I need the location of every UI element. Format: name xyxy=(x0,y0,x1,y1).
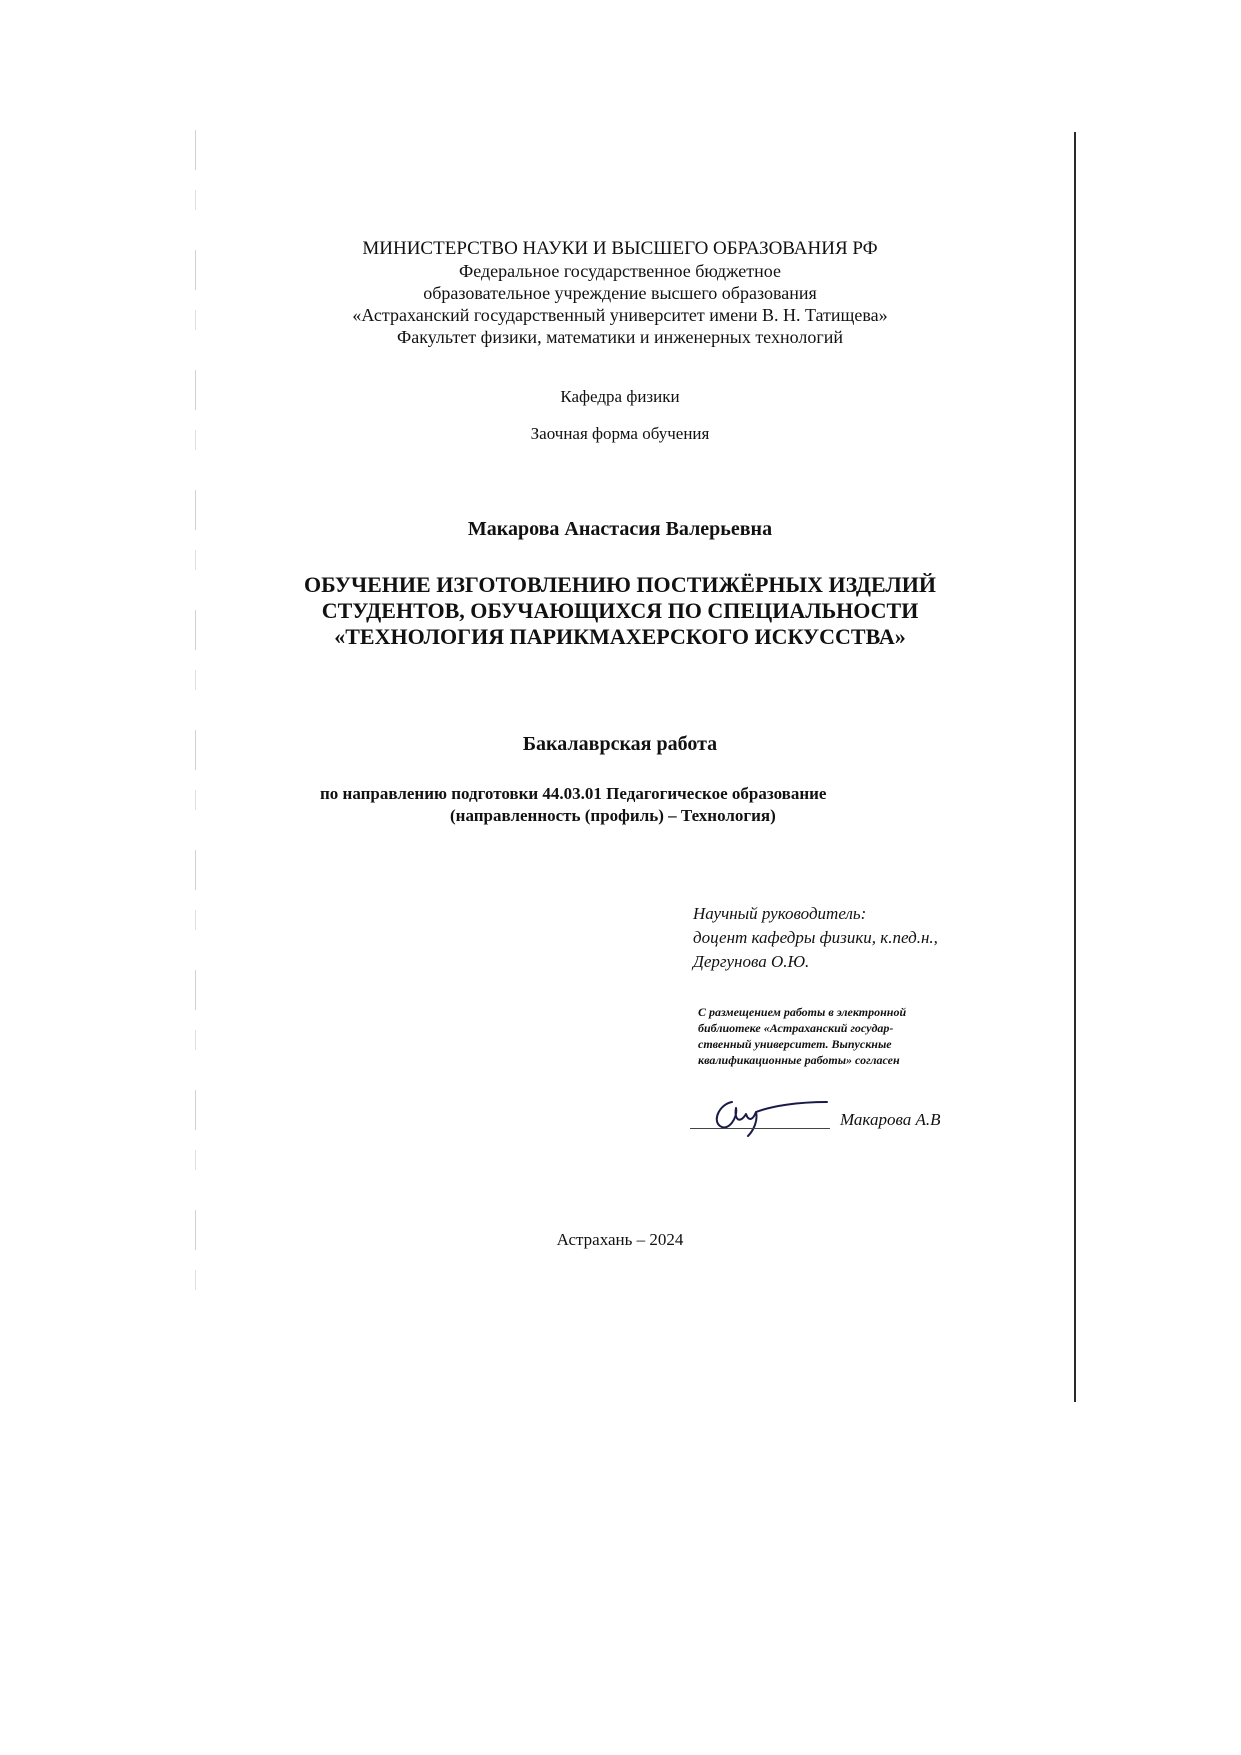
signature-name: Макарова А.В xyxy=(840,1110,941,1129)
thesis-title-line-1: ОБУЧЕНИЕ ИЗГОТОВЛЕНИЮ ПОСТИЖЁРНЫХ ИЗДЕЛИЙ xyxy=(303,572,937,597)
university-name: «Астраханский государственный университет имени В. Н. Татищева» xyxy=(352,305,888,325)
department: Кафедра физики xyxy=(560,387,680,406)
supervisor-label: Научный руководитель: xyxy=(693,904,867,923)
supervisor-block xyxy=(693,902,938,974)
consent-line-4: квалификационные работы» согласен xyxy=(698,1053,900,1067)
author-name: Макарова Анастасия Валерьевна xyxy=(467,518,773,540)
scan-edge-left xyxy=(195,130,196,1330)
thesis-title-line-2: СТУДЕНТОВ, ОБУЧАЮЩИХСЯ ПО СПЕЦИАЛЬНОСТИ xyxy=(321,598,919,623)
library-consent xyxy=(698,1004,906,1068)
scan-edge-right xyxy=(1074,132,1076,1402)
thesis-title xyxy=(270,572,970,650)
study-direction xyxy=(280,783,980,827)
work-type: Бакалаврская работа xyxy=(522,733,718,755)
signature-row xyxy=(690,1090,990,1140)
ministry-line: МИНИСТЕРСТВО НАУКИ И ВЫСШЕГО ОБРАЗОВАНИЯ РФ xyxy=(362,238,878,259)
institution-header xyxy=(300,238,940,348)
consent-line-3: ственный университет. Выпускные xyxy=(698,1037,892,1051)
city-year: Астрахань – 2024 xyxy=(556,1230,684,1249)
consent-line-2: библиотеке «Астраханский государ- xyxy=(698,1021,894,1035)
institution-type-line: Федеральное государственное бюджетное xyxy=(459,261,781,281)
supervisor-position: доцент кафедры физики, к.пед.н., xyxy=(693,928,938,947)
institution-type-line-2: образовательное учреждение высшего образования xyxy=(423,283,817,303)
handwritten-signature xyxy=(702,1090,832,1140)
thesis-title-line-3: «ТЕХНОЛОГИЯ ПАРИКМАХЕРСКОГО ИСКУССТВА» xyxy=(334,624,906,649)
study-direction-line-2: (направленность (профиль) – Технология) xyxy=(450,806,776,825)
study-form: Заочная форма обучения xyxy=(530,424,710,443)
study-direction-line-1: по направлению подготовки 44.03.01 Педагогическое образование xyxy=(320,784,827,803)
supervisor-name: Дергунова О.Ю. xyxy=(693,952,810,971)
faculty-name: Факультет физики, математики и инженерных технологий xyxy=(397,327,843,347)
signature-line xyxy=(690,1128,830,1129)
consent-line-1: С размещением работы в электронной xyxy=(698,1005,907,1019)
